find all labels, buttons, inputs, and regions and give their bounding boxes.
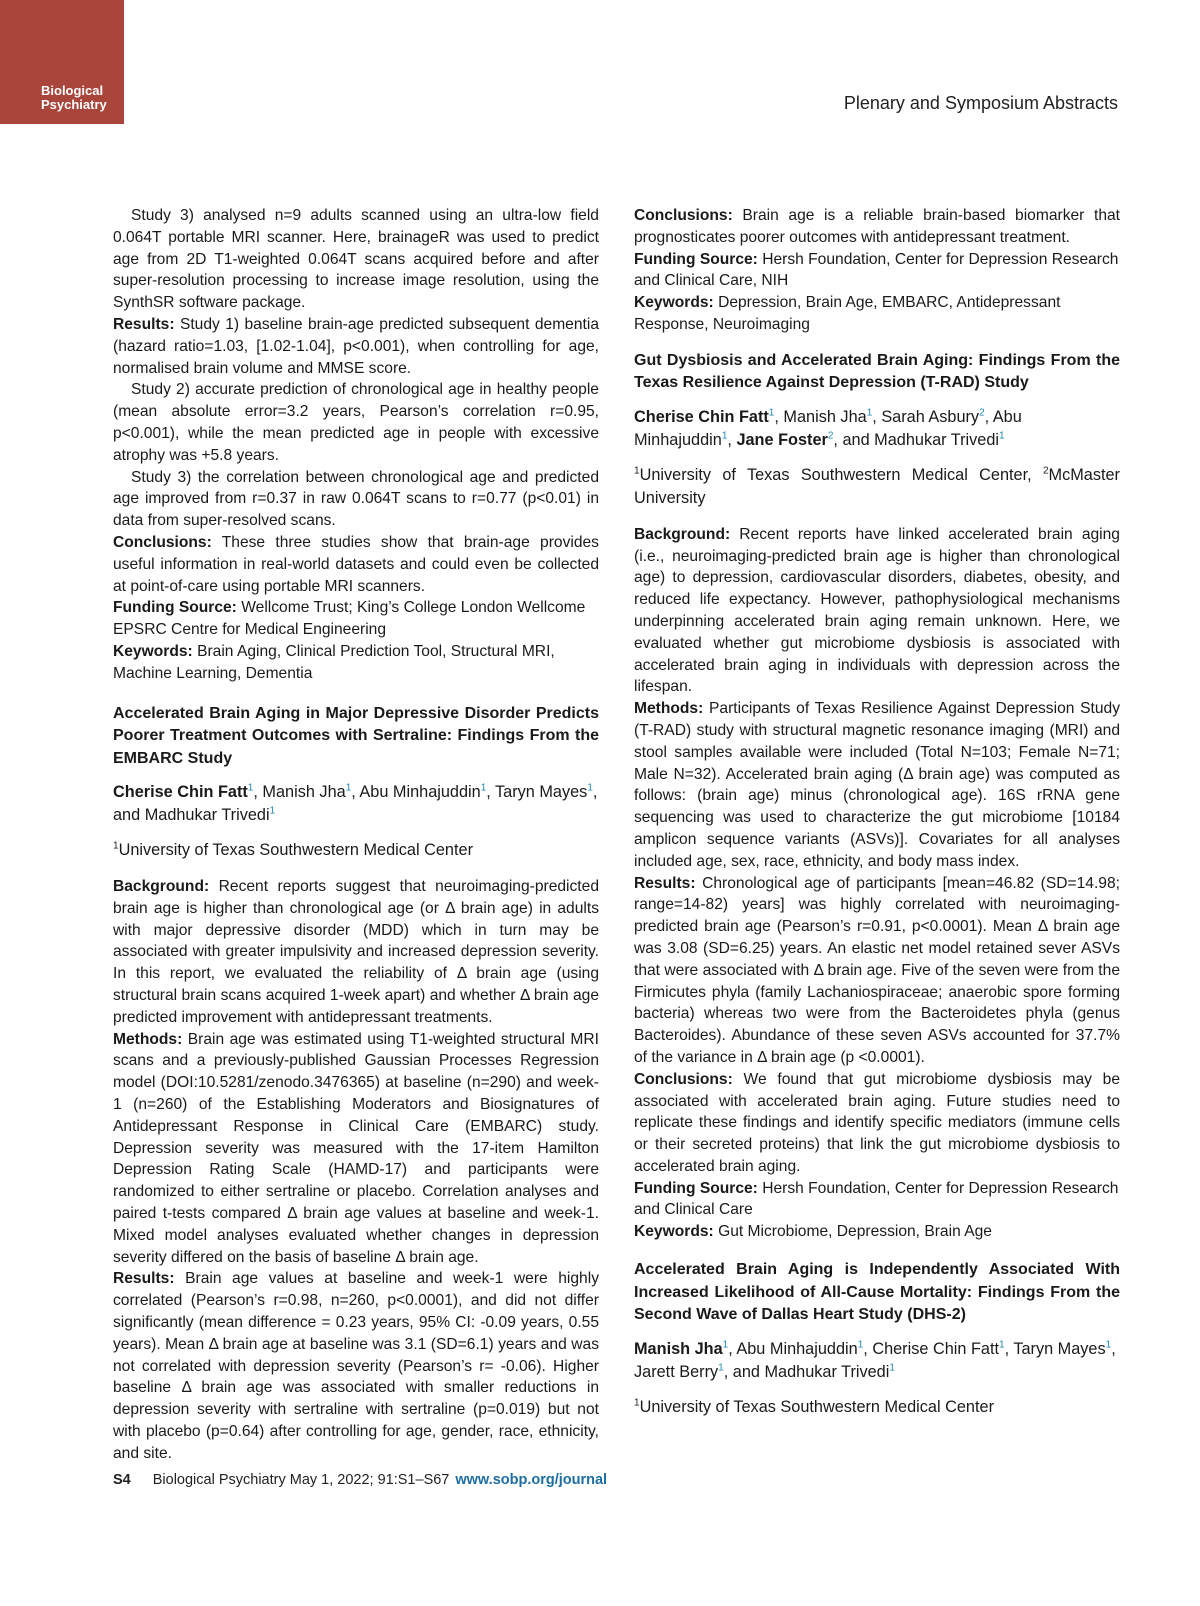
- author-name: Cherise Chin Fatt: [872, 1339, 999, 1358]
- keywords-label: Keywords:: [634, 294, 714, 312]
- conclusions-text: We found that gut microbiome dysbiosis may be associated with accelerated brain aging. Future studies need to replicate these findings and identify specific mediators (immune cells or their secreted proteins) that link the gut microbiome dysbiosis to accelerated brain aging.: [634, 1070, 1121, 1175]
- author-affiliation-marker: 2: [979, 407, 985, 419]
- author-affiliation-marker: 2: [827, 430, 834, 442]
- methods-text: Brain age was estimated using T1-weighted structural MRI scans and a previously-published Gaussian Processes Regression model (DOI:10.5281/zenodo.3476365) at baseline (n=290) and week-1 (n=260) of the Establishing Moderators and Biosignatures of Antidepressant Response in Clinical Care (EMBARC) study. Depression severity was measured with the 17-item Hamilton Depression Rating Scale (HAMD-17) and participants were randomized to either sertraline or placebo. Correlation analyses and paired t-tests compared Δ brain age values at baseline and week-1. Mixed model analyses evaluated whether changes in depression severity differed on the basis of baseline Δ brain age.: [113, 1030, 599, 1266]
- conclusions-paragraph: [634, 1069, 1120, 1178]
- keywords-paragraph: [113, 641, 599, 685]
- author-list: Cherise Chin Fatt$^1$, Manish Jha$^1$, Abu Minhajuddin$^1$, Taryn Mayes$^1$, and Madhukar Trivedi$^1$: [113, 782, 598, 825]
- author-affiliation-marker: 1: [718, 1362, 724, 1374]
- study3-methods-paragraph: Study 3) analysed n=9 adults scanned using an ultra-low field 0.064T portable MRI scanner. Here, brainageR was used to predict age from 2D T1-weighted 0.064T scans acquired before and after super-resolution processing to increase image resolution, using the SynthSR software package.: [113, 207, 599, 312]
- affiliation-marker: 1: [634, 1397, 640, 1409]
- author-name: Taryn Mayes: [1013, 1339, 1106, 1358]
- author-affiliation-marker: 1: [345, 782, 352, 794]
- conclusions-label: Conclusions:: [634, 1070, 733, 1088]
- author-affiliation-marker: 1: [866, 407, 873, 419]
- funding-paragraph: [634, 249, 1120, 293]
- footer-citation: Biological Psychiatry May 1, 2022; 91:S1–S67: [152, 1472, 450, 1488]
- author-name: Jane Foster: [736, 430, 828, 449]
- funding-text: Hersh Foundation, Center for Depression Research and Clinical Care: [634, 1179, 1119, 1219]
- funding-text: Hersh Foundation, Center for Depression Research and Clinical Care, NIH: [634, 250, 1119, 290]
- conclusions-label: Conclusions:: [634, 207, 733, 224]
- affiliation-marker: 1: [634, 465, 640, 477]
- author-name: Abu Minhajuddin: [359, 783, 481, 802]
- keywords-label: Keywords:: [634, 1223, 714, 1241]
- funding-label: Funding Source:: [634, 250, 758, 268]
- affiliation-marker: 2: [1042, 465, 1049, 477]
- background-text: Recent reports suggest that neuroimaging-predicted brain age is higher than chronological age (or Δ brain age) in adults with major depressive disorder (MDD) which in turn may be associated with greater impulsivity and increased depression severity. In this report, we evaluated the reliability of Δ brain age (using structural brain scans acquired 1-week apart) and whether Δ brain age predicted improvement with antidepressant treatments.: [113, 878, 599, 1026]
- page-number: S4: [113, 1472, 131, 1488]
- affiliation-text: University of Texas Southwestern Medical Center: [118, 841, 473, 860]
- abstract-title: Accelerated Brain Aging is Independently Associated With Increased Likelihood of All-Cause Mortality: Findings From the Second Wave of Dallas Heart Study (DHS-2): [634, 1261, 1120, 1324]
- affiliation-text: University of Texas Southwestern Medical Center: [639, 1397, 994, 1416]
- background-paragraph: [113, 876, 599, 1029]
- funding-label: Funding Source:: [634, 1179, 758, 1197]
- keywords-paragraph: [634, 292, 1120, 336]
- author-list: Manish Jha$^1$, Abu Minhajuddin$^1$, Cherise Chin Fatt$^1$, Taryn Mayes$^1$, Jarett Berry$^1$, and Madhukar Trivedi$^1$: [634, 1339, 1116, 1381]
- author-name: Manish Jha: [634, 1339, 723, 1358]
- conclusions-paragraph: [634, 205, 1120, 249]
- author-name: Manish Jha: [262, 783, 346, 802]
- results-label: Results:: [634, 874, 696, 892]
- journal-tab-line-2: Psychiatry: [41, 97, 107, 112]
- results-label: Results:: [113, 315, 175, 333]
- author-list: Cherise Chin Fatt$^1$, Manish Jha$^1$, Sarah Asbury$^2$, Abu Minhajuddin$^1$, Jane Foster$^2$, and Madhukar Trivedi$^1$: [634, 407, 1022, 449]
- keywords-label: Keywords:: [113, 642, 193, 660]
- page-footer: [113, 1472, 607, 1488]
- keywords-text: Gut Microbiome, Depression, Brain Age: [718, 1223, 992, 1241]
- methods-label: Methods:: [113, 1030, 183, 1048]
- author-name: Madhukar Trivedi: [144, 806, 270, 825]
- funding-paragraph: [634, 1178, 1120, 1222]
- author-name: Manish Jha: [783, 407, 867, 426]
- methods-paragraph: [634, 698, 1120, 872]
- author-affiliation-marker: 1: [722, 1339, 729, 1351]
- author-affiliation-marker: 1: [587, 782, 593, 794]
- methods-label: Methods:: [634, 700, 704, 718]
- author-affiliation-marker: 1: [857, 1339, 864, 1351]
- affiliation-text: University of Texas Southwestern Medical Center,: [639, 465, 1032, 484]
- journal-tab-line-1: Biological: [41, 83, 104, 98]
- affiliation-text: McMaster University: [634, 465, 1120, 507]
- running-header: Plenary and Symposium Abstracts: [843, 93, 1118, 113]
- funding-label: Funding Source:: [113, 599, 237, 617]
- author-name: Sarah Asbury: [881, 407, 980, 426]
- background-label: Background:: [634, 525, 731, 543]
- funding-paragraph: [113, 597, 599, 641]
- methods-paragraph: [113, 1029, 599, 1269]
- author-name: Abu Minhajuddin: [634, 407, 1022, 449]
- abstract-title: Gut Dysbiosis and Accelerated Brain Aging: Findings From the Texas Resilience Against Depression (T-RAD) Study: [634, 351, 1120, 392]
- results-study2-paragraph: Study 2) accurate prediction of chronological age in healthy people (mean absolute error=3.2 years, Pearson’s correlation r=0.95, p<0.001), while the mean predicted age in people with excessive atrophy was +5.8 years.: [113, 381, 599, 464]
- background-text: Recent reports have linked accelerated brain aging (i.e., neuroimaging-predicted brain age is higher than chronological age) to depression, cardiovascular disorders, diabetes, obesity, and reduced life expectancy. However, pathophysiological mechanisms underpinning accelerated brain aging remain unknown. Here, we evaluated whether gut microbiome dysbiosis is associated with accelerated brain aging in individuals with depression across the lifespan.: [634, 525, 1120, 696]
- author-name: Abu Minhajuddin: [736, 1339, 858, 1358]
- author-affiliation-marker: 1: [999, 430, 1005, 442]
- affiliation-marker: 1: [113, 840, 119, 852]
- results-paragraph: [634, 873, 1120, 1069]
- results-paragraph: [113, 1268, 599, 1464]
- keywords-paragraph: [634, 1221, 1120, 1243]
- author-name: Taryn Mayes: [495, 783, 588, 802]
- affiliation-list: [634, 464, 1120, 510]
- abstract-title: Accelerated Brain Aging in Major Depressive Disorder Predicts Poorer Treatment Outcomes with Sertraline: Findings From the EMBARC Study: [113, 704, 599, 767]
- conclusions-label: Conclusions:: [113, 533, 212, 551]
- author-affiliation-marker: 1: [889, 1362, 895, 1374]
- author-affiliation-marker: 1: [1105, 1339, 1112, 1351]
- conclusions-paragraph: [113, 532, 599, 597]
- methods-text: Participants of Texas Resilience Against Depression Study (T-RAD) study with structural magnetic resonance imaging (MRI) and stool samples available were included (Total N=103; Female N=71; Male N=32). Accelerated brain aging (Δ brain age) was computed as follows: (brain age) minus (chronological age). 16S rRNA gene sequencing was used to characterize the gut microbiome [10184 amplicon sequence variants (ASVs)]. Covariates for all analyses included age, sex, race, ethnicity, and body mass index.: [634, 700, 1120, 870]
- background-paragraph: [634, 524, 1120, 698]
- results-text: Brain age values at baseline and week-1 were highly correlated (Pearson’s r=0.98, n=260, p<0.0001), and did not differ significantly (mean difference = 0.23 years, 95% CI: -0.09 years, 0.55 years). Mean Δ brain age at baseline was 3.1 (SD=6.1) years and was not correlated with depression severity (Pearson’s r= -0.06). Higher baseline Δ brain age was associated with smaller reductions in depression severity with sertraline with sertraline (p=0.019) but not with placebo (p=0.64) after controlling for age, gender, race, ethnicity, and site.: [113, 1270, 599, 1462]
- results-label: Results:: [113, 1270, 175, 1288]
- author-affiliation-marker: 1: [269, 805, 276, 817]
- results-study3-paragraph: Study 3) the correlation between chronological age and predicted age improved from r=0.37 in raw 0.064T scans to r=0.77 (p<0.01) in data from super-resolved scans.: [113, 468, 599, 530]
- results-text: Study 1) baseline brain-age predicted subsequent dementia (hazard ratio=1.03, [1.02-1.04], p<0.001), when controlling for age, normalised brain volume and MMSE score.: [113, 315, 599, 377]
- journal-link[interactable]: www.sobp.org/journal: [455, 1472, 608, 1488]
- author-name: Madhukar Trivedi: [874, 430, 1000, 449]
- funding-text: Wellcome Trust; King’s College London Wellcome EPSRC Centre for Medical Engineering: [113, 599, 586, 639]
- author-affiliation-marker: 1: [247, 782, 254, 794]
- conclusions-text: These three studies show that brain-age provides useful information in real-world datasets and could even be collected at point-of-care using portable MRI scanners.: [113, 533, 599, 595]
- author-name: Cherise Chin Fatt: [113, 783, 248, 802]
- author-name: Madhukar Trivedi: [764, 1362, 890, 1381]
- author-affiliation-marker: 1: [999, 1339, 1005, 1351]
- keywords-text: Depression, Brain Age, EMBARC, Antidepressant Response, Neuroimaging: [634, 294, 1061, 333]
- conclusions-text: Brain age is a reliable brain-based biomarker that prognosticates poorer outcomes with antidepressant treatment.: [634, 207, 1120, 246]
- affiliation-list: [113, 839, 599, 862]
- keywords-text: Brain Aging, Clinical Prediction Tool, Structural MRI, Machine Learning, Dementia: [113, 642, 555, 682]
- results-text: Chronological age of participants [mean=46.82 (SD=14.98; range=14-82) years] was highly correlated with neuroimaging-predicted brain age (Pearson’s r=0.91, p<0.0001). Mean Δ brain age was 3.08 (SD=6.25) years. An elastic net model retained sever ASVs that were associated with Δ brain age. Five of the seven were from the Firmicutes phyla (family Lachaniospiraceae; anaerobic spore forming bacteria) whereas two were from the Bacteroidetes phyla (genus Bacteroides). Abundance of these seven ASVs accounted for 37.7% of the variance in Δ brain age (p <0.0001).: [634, 874, 1120, 1066]
- author-name: Cherise Chin Fatt: [634, 407, 769, 426]
- right-column: [634, 205, 1120, 1433]
- author-affiliation-marker: 1: [768, 407, 775, 419]
- author-affiliation-marker: 1: [480, 782, 487, 794]
- results-paragraph: [113, 314, 599, 379]
- author-affiliation-marker: 1: [721, 430, 728, 442]
- left-column: [113, 205, 599, 1465]
- author-name: Jarett Berry: [634, 1362, 719, 1381]
- journal-logo-tab: [0, 0, 124, 124]
- affiliation-list: [634, 1396, 1120, 1419]
- background-label: Background:: [113, 878, 210, 896]
